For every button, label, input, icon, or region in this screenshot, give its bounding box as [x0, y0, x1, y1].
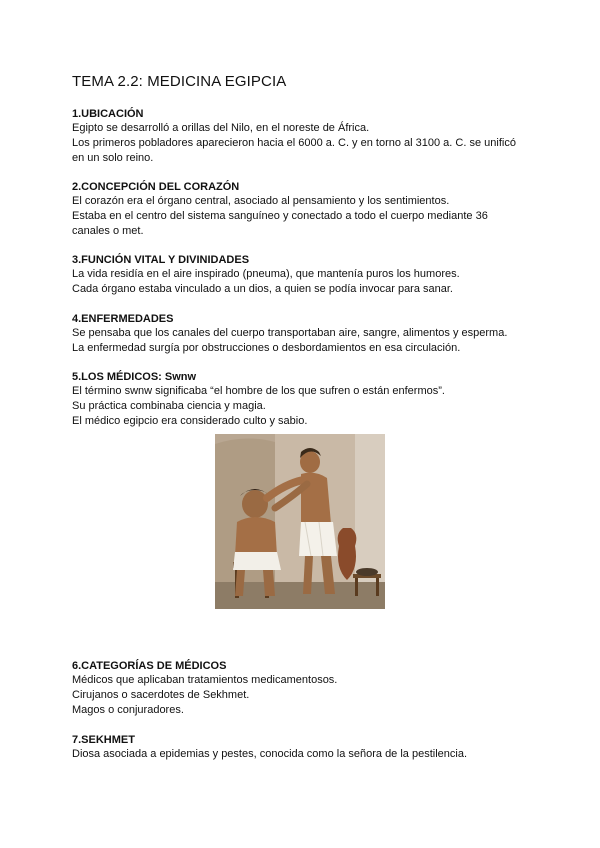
section-heading: 6.CATEGORÍAS DE MÉDICOS	[72, 660, 227, 672]
section-ubicacion	[72, 107, 532, 166]
section-line: Egipto se desarrolló a orillas del Nilo, en el noreste de África.	[72, 122, 370, 134]
section-heading: 4.ENFERMEDADES	[72, 313, 174, 325]
section-line: El médico egipcio era considerado culto y sabio.	[72, 415, 308, 427]
egyptian-physician-illustration	[215, 434, 385, 609]
section-heading: 7.SEKHMET	[72, 734, 135, 746]
section-line: Magos o conjuradores.	[72, 704, 184, 716]
section-heading: 5.LOS MÉDICOS: Swnw	[72, 371, 197, 383]
section-line: Cada órgano estaba vinculado a un dios, a quien se podía invocar para sanar.	[72, 283, 453, 295]
section-line: La vida residía en el aire inspirado (pneuma), que mantenía puros los humores.	[72, 268, 460, 280]
section-line: canales o met.	[72, 225, 144, 237]
section-line: Cirujanos o sacerdotes de Sekhmet.	[72, 689, 250, 701]
section-line: La enfermedad surgía por obstrucciones o desbordamientos en esa circulación.	[72, 342, 461, 354]
section-heading: 3.FUNCIÓN VITAL Y DIVINIDADES	[72, 254, 250, 266]
section-sekhmet	[72, 733, 532, 762]
section-funcion-vital	[72, 253, 532, 297]
section-heading: 2.CONCEPCIÓN DEL CORAZÓN	[72, 181, 240, 193]
section-line: Médicos que aplicaban tratamientos medicamentosos.	[72, 674, 338, 686]
section-corazon	[72, 180, 532, 239]
section-line: Se pensaba que los canales del cuerpo transportaban aire, sangre, alimentos y esperma.	[72, 327, 508, 339]
section-line: en un solo reino.	[72, 152, 154, 164]
illustration-svg	[215, 434, 385, 609]
section-line: Su práctica combinaba ciencia y magia.	[72, 400, 266, 412]
page-title: TEMA 2.2: MEDICINA EGIPCIA	[72, 73, 287, 90]
section-line: El término swnw significaba “el hombre de los que sufren o están enfermos”.	[72, 385, 445, 397]
section-line: El corazón era el órgano central, asociado al pensamiento y los sentimientos.	[72, 195, 450, 207]
section-categorias	[72, 659, 532, 718]
section-heading: 1.UBICACIÓN	[72, 108, 144, 120]
section-line: Diosa asociada a epidemias y pestes, conocida como la señora de la pestilencia.	[72, 748, 468, 760]
section-medicos	[72, 370, 532, 429]
section-enfermedades	[72, 312, 532, 356]
section-line: Estaba en el centro del sistema sanguíneo y conectado a todo el cuerpo mediante 36	[72, 210, 488, 222]
section-line: Los primeros pobladores aparecieron hacia el 6000 a. C. y en torno al 3100 a. C. se unificó	[72, 137, 516, 149]
